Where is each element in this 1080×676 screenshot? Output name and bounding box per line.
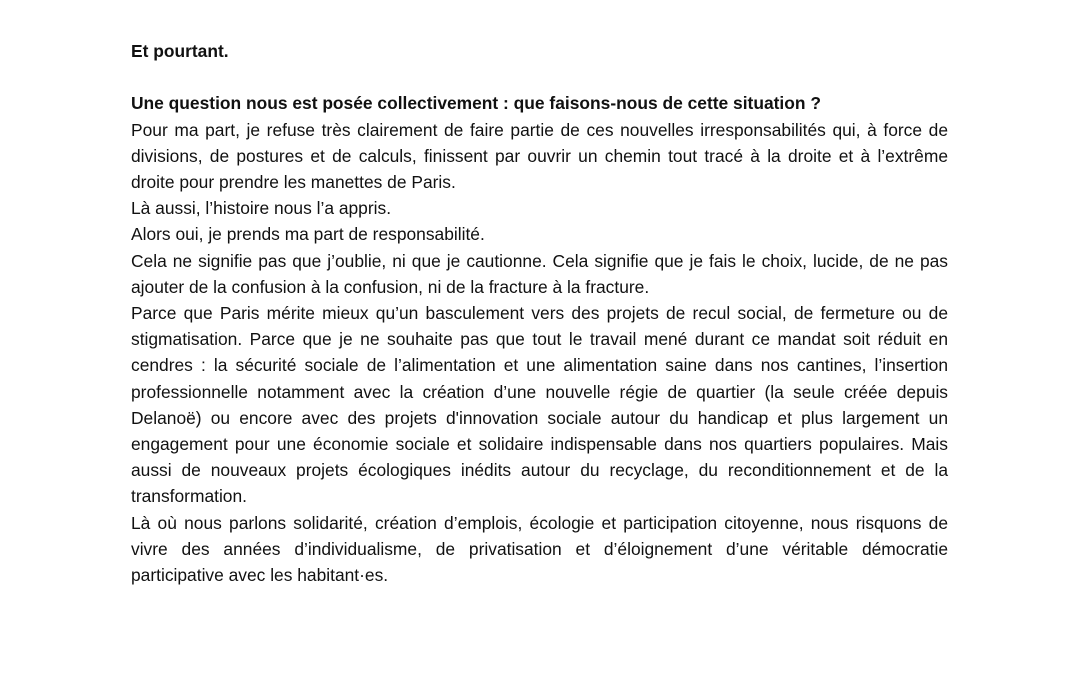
blank-line	[131, 64, 948, 90]
paragraph-responsabilite: Alors oui, je prends ma part de responsabilité.	[131, 224, 485, 245]
question-heading: Une question nous est posée collectivement : que faisons-nous de cette situation ?	[131, 93, 821, 114]
section-heading: Et pourtant.	[131, 41, 229, 61]
document-body	[131, 38, 948, 588]
paragraph-refus: Pour ma part, je refuse très clairement de faire partie de ces nouvelles irresponsabilités qui, à force de divisions, de postures et de calculs, finissent par ouvrir un chemin tout tracé à la droite et à l’extrême droite pour prendre les manettes de Paris.	[131, 119, 948, 192]
paragraph-solidarite: Là où nous parlons solidarité, création d’emplois, écologie et participation citoyenne, nous risquons de vivre des années d’individualisme, de privatisation et d’éloignement d’une véritable démocratie participative avec les habitant·es.	[131, 512, 948, 586]
paragraph-paris: Parce que Paris mérite mieux qu’un basculement vers des projets de recul social, de fermeture ou de stigmatisation. Parce que je ne souhaite pas que tout le travail mené durant ce mandat soit réduit en cendres : la sécurité sociale de l’alimentation et une alimentation saine dans nos cantines, l’insertion professionnelle notamment avec la création d’une nouvelle régie de quartier (la seule créée depuis Delanoë) ou encore avec des projets d'innovation sociale autour du handicap et plus largement un engagement pour une économie sociale et solidaire indispensable dans nos quartiers populaires. Mais aussi de nouveaux projets écologiques inédits autour du recyclage, du reconditionnement et de la transformation.	[131, 303, 948, 507]
paragraph-choix: Cela ne signifie pas que j’oublie, ni que je cautionne. Cela signifie que je fais le choix, lucide, de ne pas ajouter de la confusion à la confusion, ni de la fracture à la fracture.	[131, 250, 948, 297]
paragraph-histoire: Là aussi, l’histoire nous l’a appris.	[131, 198, 392, 219]
